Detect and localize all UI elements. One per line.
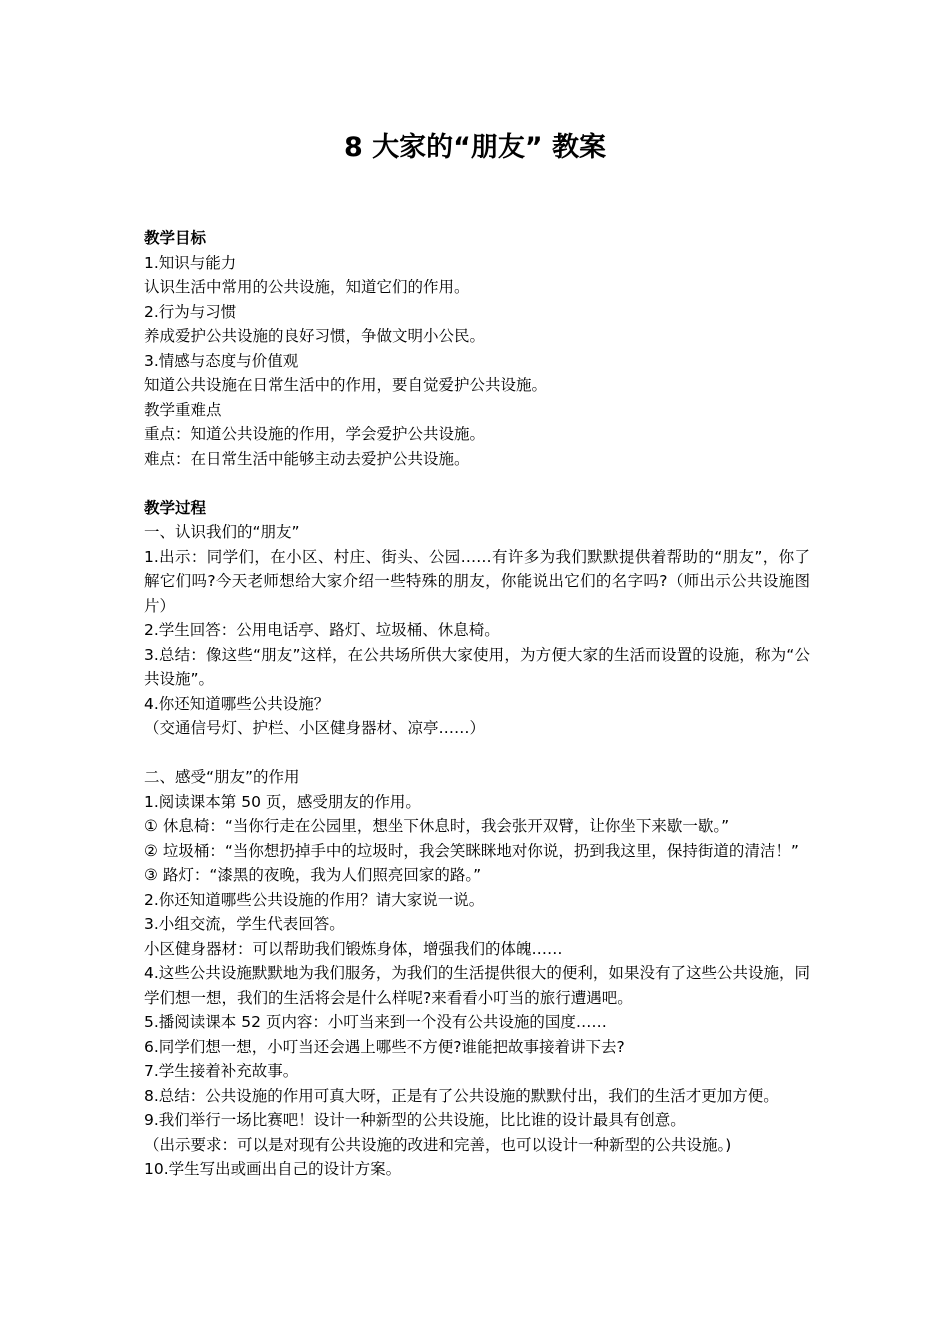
text-line: 认识生活中常用的公共设施，知道它们的作用。 — [144, 278, 470, 296]
section-heading: 教学目标 — [144, 229, 207, 247]
text-line: 3.小组交流，学生代表回答。 — [144, 915, 345, 933]
text-line: 小区健身器材：可以帮助我们锻炼身体，增强我们的体魄…… — [144, 939, 563, 958]
text-line: 9.我们举行一场比赛吧！设计一种新型的公共设施，比比谁的设计最具有创意。 — [144, 1111, 686, 1129]
text-line: 5.播阅读课本 52 页内容：小叮当来到一个没有公共设施的国度…… — [144, 1013, 607, 1031]
text-line: 7.学生接着补充故事。 — [144, 1062, 299, 1080]
text-line: 养成爱护公共设施的良好习惯，争做文明小公民。 — [144, 327, 486, 345]
text-line: ② 垃圾桶：“当你想扔掉手中的垃圾时，我会笑眯眯地对你说，扔到我这里，保持街道的清洁！” — [144, 841, 799, 860]
text-line: 知道公共设施在日常生活中的作用，要自觉爱护公共设施。 — [144, 376, 548, 394]
text-line: 3.情感与态度与价值观 — [144, 351, 299, 370]
text-line: 1.知识与能力 — [144, 253, 237, 272]
text-line: 3.总结：像这些“朋友”这样，在公共场所供大家使用，为方便大家的生活而设置的设施，称为“公共设施”。 — [144, 645, 810, 688]
text-line: 一、认识我们的“朋友” — [144, 523, 300, 541]
text-line: （交通信号灯、护栏、小区健身器材、凉亭……） — [144, 719, 486, 737]
text-line: 2.学生回答：公用电话亭、路灯、垃圾桶、休息椅。 — [144, 621, 500, 639]
text-line: 1.阅读课本第 50 页，感受朋友的作用。 — [144, 792, 421, 811]
text-line: 8.总结：公共设施的作用可真大呀，正是有了公共设施的默默付出，我们的生活才更加方便。 — [144, 1086, 779, 1105]
text-line: 10.学生写出或画出自己的设计方案。 — [144, 1160, 402, 1178]
spacer — [144, 741, 810, 766]
document-body — [144, 226, 810, 1182]
text-line: 教学重难点 — [144, 400, 222, 419]
text-line: ① 休息椅：“当你行走在公园里，想坐下休息时，我会张开双臂，让你坐下来歇一歇。” — [144, 817, 730, 835]
text-line: 4.你还知道哪些公共设施？ — [144, 694, 330, 713]
text-line: 1.出示：同学们，在小区、村庄、街头、公园……有许多为我们默默提供着帮助的“朋友”，你了解它们吗?今天老师想给大家介绍一些特殊的朋友，你能说出它们的名字吗?（师出示公共设施图片） — [144, 547, 810, 615]
text-line: （出示要求：可以是对现有公共设施的改进和完善，也可以设计一种新型的公共设施。) — [144, 1135, 732, 1154]
text-line: 二、感受“朋友”的作用 — [144, 768, 300, 786]
spacer — [144, 471, 810, 496]
text-line: 2.行为与习惯 — [144, 302, 237, 321]
text-line: 4.这些公共设施默默地为我们服务，为我们的生活提供很大的便利，如果没有了这些公共设施，同学们想一想，我们的生活将会是什么样呢?来看看小叮当的旅行遭遇吧。 — [144, 964, 810, 1007]
document-title: 8 大家的“朋友” 教案 — [343, 132, 607, 163]
text-line: ③ 路灯：“漆黑的夜晚，我为人们照亮回家的路。” — [144, 866, 482, 884]
text-line: 重点：知道公共设施的作用，学会爱护公共设施。 — [144, 425, 486, 443]
section-heading: 教学过程 — [144, 498, 207, 517]
text-line: 2.你还知道哪些公共设施的作用？请大家说一说。 — [144, 890, 485, 909]
text-line: 难点：在日常生活中能够主动去爱护公共设施。 — [144, 449, 470, 468]
text-line: 6.同学们想一想，小叮当还会遇上哪些不方便?谁能把故事接着讲下去? — [144, 1037, 625, 1056]
